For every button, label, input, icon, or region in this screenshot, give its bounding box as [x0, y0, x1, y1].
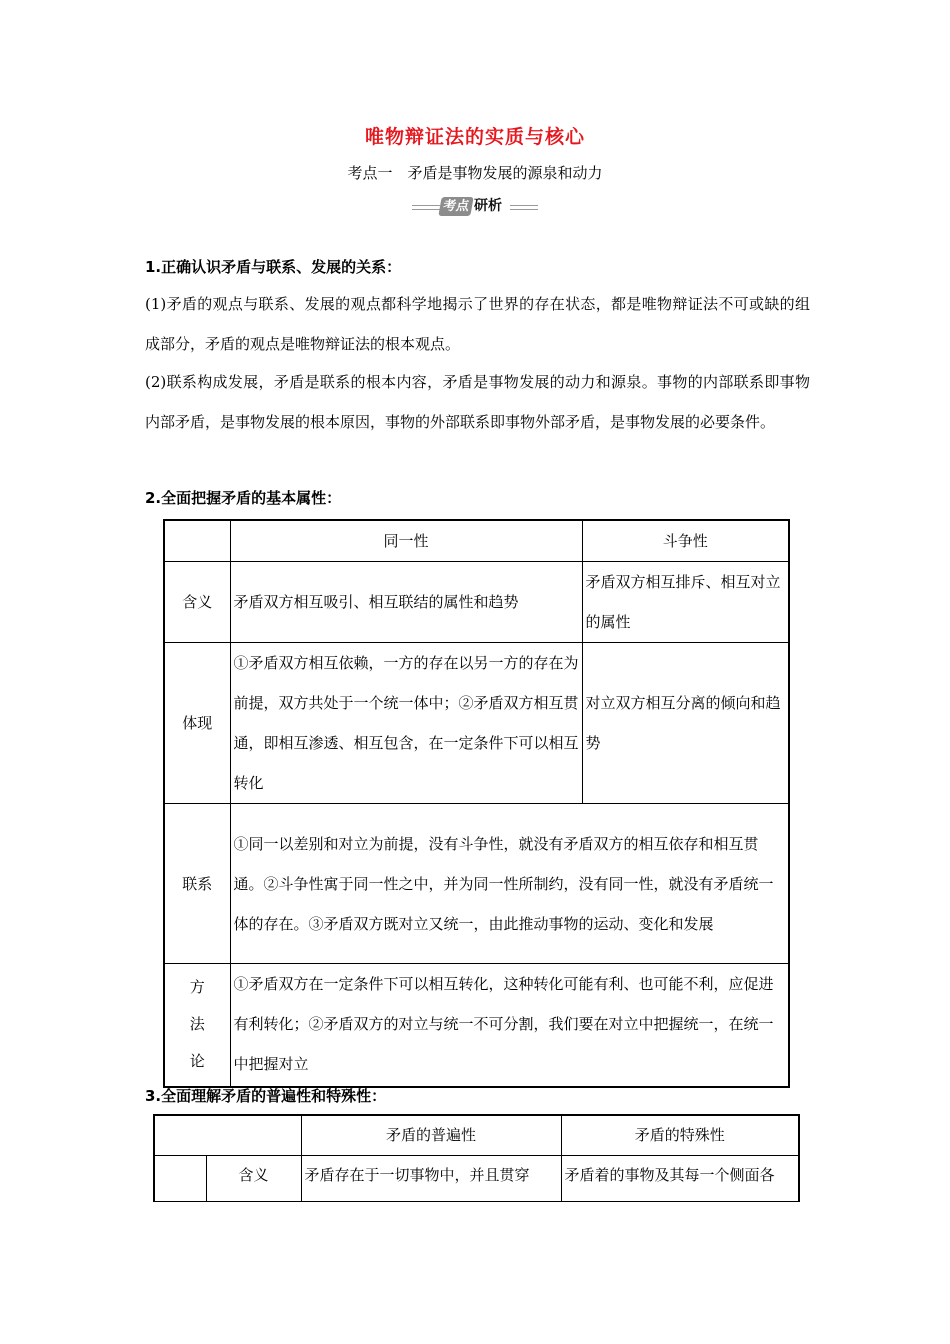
header-empty-cell: [164, 520, 230, 562]
decorative-line-left: [412, 205, 440, 210]
table-row: [164, 643, 789, 804]
badge-label-part2: 研析: [474, 198, 502, 214]
section-heading-1: 1.正确认识矛盾与联系、发展的关系：: [145, 258, 402, 276]
table-row: [164, 964, 789, 1087]
table-row: [154, 1155, 799, 1201]
kaodian-yanxi-badge: [410, 196, 540, 218]
struggle-meaning-cell: 矛盾双方相互排斥、相互对立的属性: [582, 562, 789, 643]
header-universality: 矛盾的普遍性: [301, 1115, 561, 1155]
connection-cell: ①同一以差别和对立为前提，没有斗争性，就没有矛盾双方的相互依存和相互贯通。②斗争性寓于同一性之中，并为同一性所制约，没有同一性，就没有矛盾统一体的存在。③矛盾双方既对立又统一，由此推动事物的运动、变化和发展: [230, 804, 789, 964]
particularity-meaning-cell: 矛盾着的事物及其每一个侧面各: [561, 1155, 799, 1201]
section-heading-3: 3.全面理解矛盾的普遍性和特殊性：: [145, 1087, 387, 1105]
row-label-manifestation: 体现: [164, 643, 230, 804]
badge-label-part1: 考点: [438, 197, 473, 216]
document-title: 唯物辩证法的实质与核心: [364, 126, 585, 148]
row-group-cell: [154, 1155, 206, 1201]
methodology-cell: ①矛盾双方在一定条件下可以相互转化，这种转化可能有利、也可能不利，应促进有利转化；②矛盾双方的对立与统一不可分割，我们要在对立中把握统一，在统一中把握对立: [230, 964, 789, 1087]
header-empty-cell: [154, 1115, 301, 1155]
table-row: [164, 562, 789, 643]
header-particularity: 矛盾的特殊性: [561, 1115, 799, 1155]
identity-meaning-cell: 矛盾双方相互吸引、相互联结的属性和趋势: [230, 562, 582, 643]
decorative-line-right: [510, 205, 538, 210]
paragraph-2: (2)联系构成发展，矛盾是联系的根本内容，矛盾是事物发展的动力和源泉。事物的内部联系即事物内部矛盾，是事物发展的根本原因，事物的外部联系即事物外部矛盾，是事物发展的必要条件。: [145, 373, 810, 431]
contradiction-attributes-table: [163, 519, 790, 1088]
header-identity: 同一性: [230, 520, 582, 562]
row-label-methodology: 方法论: [164, 964, 230, 1087]
section-heading-2: 2.全面把握矛盾的基本属性：: [145, 489, 342, 507]
row-label-meaning: 含义: [164, 562, 230, 643]
section-subtitle: 考点一 矛盾是事物发展的源泉和动力: [347, 164, 603, 182]
struggle-manifestation-cell: 对立双方相互分离的倾向和趋势: [582, 643, 789, 804]
header-struggle: 斗争性: [582, 520, 789, 562]
table-header-row: [154, 1115, 799, 1155]
table-row: [164, 804, 789, 964]
identity-manifestation-cell: ①矛盾双方相互依赖，一方的存在以另一方的存在为前提，双方共处于一个统一体中；②矛盾双方相互贯通，即相互渗透、相互包含，在一定条件下可以相互转化: [230, 643, 582, 804]
universality-meaning-cell: 矛盾存在于一切事物中，并且贯穿: [301, 1155, 561, 1201]
row-label-connection: 联系: [164, 804, 230, 964]
table-header-row: [164, 520, 789, 562]
universality-particularity-table: [153, 1114, 800, 1202]
paragraph-1: (1)矛盾的观点与联系、发展的观点都科学地揭示了世界的存在状态，都是唯物辩证法不可或缺的组成部分，矛盾的观点是唯物辩证法的根本观点。: [145, 295, 810, 353]
row-label-meaning: 含义: [206, 1155, 301, 1201]
